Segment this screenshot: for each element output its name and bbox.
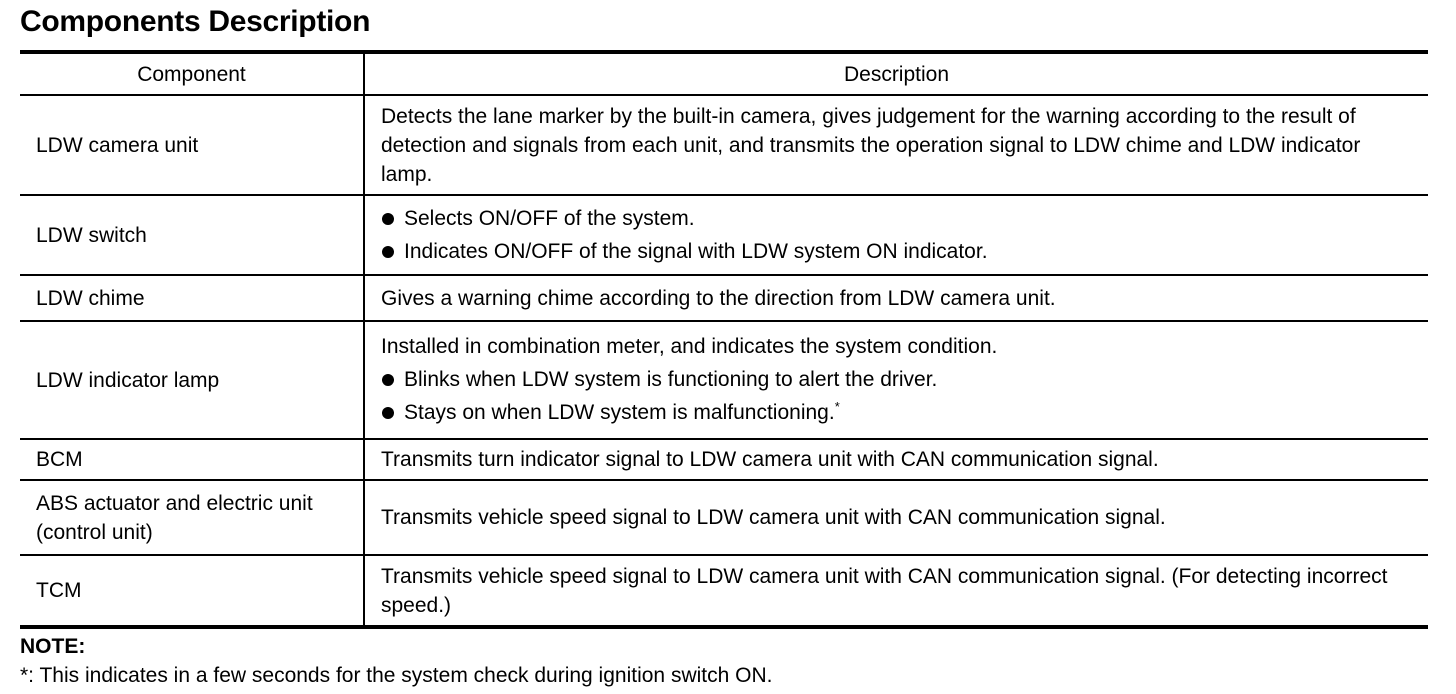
component-name: LDW indicator lamp (36, 368, 220, 392)
component-name: LDW camera unit (36, 133, 199, 157)
description-cell (364, 439, 1428, 480)
bullet-item (381, 204, 1414, 233)
bullet-text: Selects ON/OFF of the system. (404, 207, 695, 230)
bullet-item (381, 398, 1414, 427)
component-name: LDW chime (36, 286, 145, 310)
table-row (20, 439, 1428, 480)
component-name: ABS actuator and electric unit (36, 491, 313, 515)
description-cell (364, 95, 1428, 195)
component-cell (20, 439, 364, 480)
bullet-dot-icon (382, 213, 394, 225)
table-row (20, 555, 1428, 627)
description-text: Transmits vehicle speed signal to LDW camera unit with CAN communication signal. (For detecting incorrect speed.) (381, 564, 1388, 617)
note-text: *: This indicates in a few seconds for the system check during ignition switch ON. (20, 664, 773, 687)
bullet-item (381, 237, 1414, 266)
table-header-row (20, 52, 1428, 95)
description-text: Transmits vehicle speed signal to LDW camera unit with CAN communication signal. (381, 506, 1166, 529)
description-cell (364, 480, 1428, 555)
description-text: Detects the lane marker by the built-in camera, gives judgement for the warning according to the result of detection and signals from each unit, and transmits the operation signal to LDW chime and LDW indicator lamp. (381, 104, 1361, 186)
description-cell (364, 195, 1428, 275)
description-cell (364, 555, 1428, 627)
header-description: Description (364, 52, 1428, 95)
component-name-line-2: (control unit) (36, 520, 153, 544)
table-row (20, 321, 1428, 439)
table-row (20, 275, 1428, 321)
component-name: LDW switch (36, 223, 147, 247)
description-cell (364, 321, 1428, 439)
bullet-text: Blinks when LDW system is functioning to alert the driver. (404, 367, 938, 391)
component-cell (20, 555, 364, 627)
table-row (20, 480, 1428, 555)
bullet-text: Indicates ON/OFF of the signal with LDW system ON indicator. (404, 240, 988, 263)
description-text: Gives a warning chime according to the direction from LDW camera unit. (381, 286, 1056, 310)
description-text: Installed in combination meter, and indicates the system condition. (381, 334, 998, 358)
component-cell (20, 321, 364, 439)
components-table (20, 50, 1428, 629)
component-cell (20, 480, 364, 555)
bullet-dot-icon (382, 407, 394, 419)
note-label: NOTE: (20, 635, 86, 658)
bullet-item (381, 365, 1414, 394)
bullet-dot-icon (382, 246, 394, 258)
bullet-text: Stays on when LDW system is malfunctioning. (404, 400, 835, 424)
component-cell (20, 95, 364, 195)
header-component: Component (20, 52, 364, 95)
description-cell (364, 275, 1428, 321)
footnote-marker: * (834, 398, 840, 414)
component-cell (20, 195, 364, 275)
table-row (20, 95, 1428, 195)
page-title: Components Description (20, 5, 371, 38)
table-row (20, 195, 1428, 275)
component-name: BCM (36, 448, 83, 471)
description-text: Transmits turn indicator signal to LDW camera unit with CAN communication signal. (381, 448, 1159, 471)
component-name: TCM (36, 579, 82, 602)
component-cell (20, 275, 364, 321)
bullet-dot-icon (382, 374, 394, 386)
